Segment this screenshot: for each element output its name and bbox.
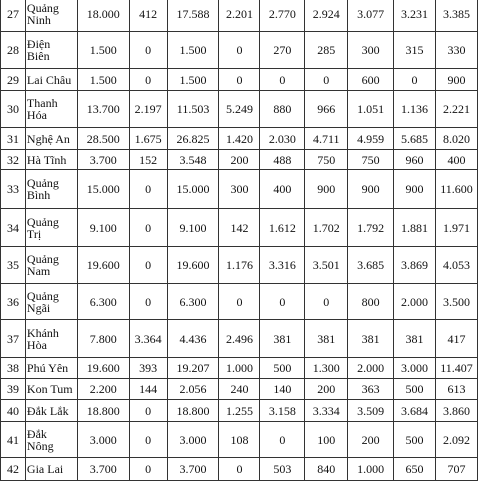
value-cell: 3.500 xyxy=(435,284,477,320)
value-cell: 285 xyxy=(305,32,348,69)
value-cell: 900 xyxy=(348,170,394,209)
value-cell: 0 xyxy=(129,69,167,91)
value-cell: 28.500 xyxy=(77,128,129,150)
value-cell: 750 xyxy=(348,150,394,170)
value-cell: 3.685 xyxy=(348,247,394,284)
row-number-cell: 32 xyxy=(1,150,26,170)
value-cell: 3.869 xyxy=(394,247,436,284)
province-name-line: Ninh xyxy=(26,13,51,27)
value-cell: 2.200 xyxy=(77,379,129,400)
province-name-line: Nam xyxy=(26,264,51,278)
value-cell: 363 xyxy=(348,379,394,400)
value-cell: 0 xyxy=(305,284,348,320)
row-number-cell: 40 xyxy=(1,400,26,422)
value-cell: 750 xyxy=(305,150,348,170)
row-number-cell: 37 xyxy=(1,320,26,358)
table-row xyxy=(1,69,478,91)
value-cell: 140 xyxy=(260,379,305,400)
value-cell: 3.364 xyxy=(129,320,167,358)
value-cell: 1.051 xyxy=(348,91,394,128)
value-cell: 2.496 xyxy=(219,320,260,358)
value-cell: 200 xyxy=(219,150,260,170)
row-number-cell: 30 xyxy=(1,91,26,128)
value-cell: 3.501 xyxy=(305,247,348,284)
value-cell: 9.100 xyxy=(77,209,129,247)
value-cell: 2.030 xyxy=(260,128,305,150)
province-name-line: Quảng xyxy=(26,176,59,190)
value-cell: 0 xyxy=(219,32,260,69)
value-cell: 381 xyxy=(394,320,436,358)
value-cell: 3.700 xyxy=(167,458,219,481)
value-cell: 11.600 xyxy=(435,170,477,209)
value-cell: 2.924 xyxy=(305,0,348,32)
row-number-cell: 29 xyxy=(1,69,26,91)
value-cell: 4.959 xyxy=(348,128,394,150)
province-name-line: Biên xyxy=(26,49,50,63)
value-cell: 2.000 xyxy=(348,358,394,379)
province-name-line: Bình xyxy=(26,188,51,202)
value-cell: 381 xyxy=(305,320,348,358)
table-row xyxy=(1,284,478,320)
value-cell: 3.548 xyxy=(167,150,219,170)
value-cell: 613 xyxy=(435,379,477,400)
value-cell: 3.334 xyxy=(305,400,348,422)
value-cell: 142 xyxy=(219,209,260,247)
value-cell: 2.221 xyxy=(435,91,477,128)
table-row xyxy=(1,209,478,247)
value-cell: 3.385 xyxy=(435,0,477,32)
value-cell: 0 xyxy=(394,69,436,91)
value-cell: 6.300 xyxy=(77,284,129,320)
value-cell: 0 xyxy=(129,284,167,320)
value-cell: 100 xyxy=(305,422,348,458)
value-cell: 1.500 xyxy=(77,32,129,69)
province-name-cell xyxy=(25,128,77,150)
value-cell: 381 xyxy=(260,320,305,358)
value-cell: 2.000 xyxy=(394,284,436,320)
value-cell: 3.316 xyxy=(260,247,305,284)
province-name-cell xyxy=(25,458,77,481)
value-cell: 330 xyxy=(435,32,477,69)
value-cell: 200 xyxy=(305,379,348,400)
value-cell: 400 xyxy=(260,170,305,209)
value-cell: 900 xyxy=(305,170,348,209)
table-row xyxy=(1,422,478,458)
value-cell: 4.053 xyxy=(435,247,477,284)
value-cell: 503 xyxy=(260,458,305,481)
value-cell: 1.612 xyxy=(260,209,305,247)
value-cell: 400 xyxy=(435,150,477,170)
value-cell: 0 xyxy=(260,422,305,458)
province-name-line: Hà Tĩnh xyxy=(26,152,67,167)
value-cell: 1.255 xyxy=(219,400,260,422)
value-cell: 7.800 xyxy=(77,320,129,358)
row-number-cell: 34 xyxy=(1,209,26,247)
value-cell: 960 xyxy=(394,150,436,170)
value-cell: 15.000 xyxy=(167,170,219,209)
row-number-cell: 38 xyxy=(1,358,26,379)
province-name-cell xyxy=(25,170,77,209)
value-cell: 1.500 xyxy=(77,69,129,91)
province-name-line: Thanh xyxy=(26,96,58,110)
value-cell: 13.700 xyxy=(77,91,129,128)
province-name-line: Quảng xyxy=(26,252,59,266)
value-cell: 3.158 xyxy=(260,400,305,422)
value-cell: 3.000 xyxy=(394,358,436,379)
value-cell: 600 xyxy=(348,69,394,91)
value-cell: 144 xyxy=(129,379,167,400)
value-cell: 1.000 xyxy=(219,358,260,379)
value-cell: 0 xyxy=(305,69,348,91)
value-cell: 2.770 xyxy=(260,0,305,32)
province-name-line: Đắk Lắk xyxy=(26,403,69,418)
row-number-cell: 31 xyxy=(1,128,26,150)
value-cell: 650 xyxy=(394,458,436,481)
value-cell: 3.231 xyxy=(394,0,436,32)
value-cell: 0 xyxy=(129,170,167,209)
province-name-line: Phú Yên xyxy=(26,361,69,375)
province-name-line: Đắk xyxy=(26,426,47,441)
value-cell: 1.000 xyxy=(348,458,394,481)
province-name-line: Gia Lai xyxy=(26,462,64,476)
row-number-cell: 28 xyxy=(1,32,26,69)
province-name-cell xyxy=(25,320,77,358)
value-cell: 393 xyxy=(129,358,167,379)
province-name-line: Quảng xyxy=(26,288,59,303)
value-cell: 2.197 xyxy=(129,91,167,128)
value-cell: 1.500 xyxy=(167,69,219,91)
value-cell: 880 xyxy=(260,91,305,128)
row-number-cell: 33 xyxy=(1,170,26,209)
value-cell: 240 xyxy=(219,379,260,400)
value-cell: 1.675 xyxy=(129,128,167,150)
table-row xyxy=(1,320,478,358)
province-name-line: Hòa xyxy=(26,337,47,352)
value-cell: 840 xyxy=(305,458,348,481)
value-cell: 11.407 xyxy=(435,358,477,379)
value-cell: 0 xyxy=(129,209,167,247)
value-cell: 19.600 xyxy=(77,358,129,379)
table-body xyxy=(1,0,478,481)
value-cell: 1.792 xyxy=(348,209,394,247)
value-cell: 300 xyxy=(348,32,394,69)
row-number-cell: 35 xyxy=(1,247,26,284)
province-name-cell xyxy=(25,209,77,247)
value-cell: 18.000 xyxy=(77,0,129,32)
table-row xyxy=(1,128,478,150)
province-name-cell xyxy=(25,247,77,284)
value-cell: 3.000 xyxy=(167,422,219,458)
province-name-cell xyxy=(25,358,77,379)
value-cell: 3.700 xyxy=(77,458,129,481)
value-cell: 26.825 xyxy=(167,128,219,150)
value-cell: 5.685 xyxy=(394,128,436,150)
value-cell: 707 xyxy=(435,458,477,481)
value-cell: 4.711 xyxy=(305,128,348,150)
value-cell: 3.077 xyxy=(348,0,394,32)
value-cell: 108 xyxy=(219,422,260,458)
province-name-cell xyxy=(25,379,77,400)
value-cell: 3.000 xyxy=(77,422,129,458)
table-row xyxy=(1,91,478,128)
value-cell: 1.300 xyxy=(305,358,348,379)
value-cell: 15.000 xyxy=(77,170,129,209)
table-row xyxy=(1,170,478,209)
value-cell: 18.800 xyxy=(77,400,129,422)
value-cell: 1.500 xyxy=(167,32,219,69)
value-cell: 0 xyxy=(129,458,167,481)
value-cell: 1.881 xyxy=(394,209,436,247)
table-row xyxy=(1,458,478,481)
value-cell: 1.136 xyxy=(394,91,436,128)
value-cell: 2.201 xyxy=(219,0,260,32)
value-cell: 800 xyxy=(348,284,394,320)
value-cell: 2.092 xyxy=(435,422,477,458)
value-cell: 2.056 xyxy=(167,379,219,400)
table-row xyxy=(1,150,478,170)
province-name-line: Điện xyxy=(26,37,51,51)
province-name-cell xyxy=(25,284,77,320)
value-cell: 381 xyxy=(348,320,394,358)
row-number-cell: 36 xyxy=(1,284,26,320)
value-cell: 3.509 xyxy=(348,400,394,422)
value-cell: 0 xyxy=(260,284,305,320)
province-name-line: Trị xyxy=(26,226,42,241)
value-cell: 3.860 xyxy=(435,400,477,422)
value-cell: 3.700 xyxy=(77,150,129,170)
value-cell: 152 xyxy=(129,150,167,170)
value-cell: 900 xyxy=(435,69,477,91)
value-cell: 19.600 xyxy=(77,247,129,284)
province-name-line: Ngãi xyxy=(26,300,51,315)
value-cell: 11.503 xyxy=(167,91,219,128)
value-cell: 19.600 xyxy=(167,247,219,284)
table-row xyxy=(1,400,478,422)
province-name-line: Kon Tum xyxy=(26,382,73,396)
value-cell: 966 xyxy=(305,91,348,128)
value-cell: 200 xyxy=(348,422,394,458)
table-row xyxy=(1,0,478,32)
value-cell: 500 xyxy=(394,379,436,400)
value-cell: 270 xyxy=(260,32,305,69)
value-cell: 300 xyxy=(219,170,260,209)
value-cell: 0 xyxy=(129,422,167,458)
province-name-cell xyxy=(25,32,77,69)
province-name-line: Nông xyxy=(26,438,54,453)
value-cell: 17.588 xyxy=(167,0,219,32)
value-cell: 488 xyxy=(260,150,305,170)
value-cell: 1.176 xyxy=(219,247,260,284)
province-name-line: Hóa xyxy=(26,108,47,122)
row-number-cell: 27 xyxy=(1,0,26,32)
value-cell: 4.436 xyxy=(167,320,219,358)
value-cell: 900 xyxy=(394,170,436,209)
value-cell: 412 xyxy=(129,0,167,32)
province-name-cell xyxy=(25,150,77,170)
value-cell: 0 xyxy=(129,32,167,69)
value-cell: 417 xyxy=(435,320,477,358)
row-number-cell: 41 xyxy=(1,422,26,458)
province-name-line: Quảng xyxy=(26,214,59,229)
table-row xyxy=(1,379,478,400)
row-number-cell: 39 xyxy=(1,379,26,400)
value-cell: 0 xyxy=(129,400,167,422)
value-cell: 500 xyxy=(260,358,305,379)
row-number-cell: 42 xyxy=(1,458,26,481)
province-name-line: Lai Châu xyxy=(26,72,72,87)
province-name-cell xyxy=(25,422,77,458)
value-cell: 3.684 xyxy=(394,400,436,422)
table-row xyxy=(1,32,478,69)
province-name-cell xyxy=(25,400,77,422)
province-name-cell xyxy=(25,69,77,91)
value-cell: 9.100 xyxy=(167,209,219,247)
province-name-cell xyxy=(25,0,77,32)
value-cell: 1.702 xyxy=(305,209,348,247)
table-row xyxy=(1,358,478,379)
value-cell: 315 xyxy=(394,32,436,69)
value-cell: 18.800 xyxy=(167,400,219,422)
value-cell: 0 xyxy=(219,458,260,481)
value-cell: 0 xyxy=(260,69,305,91)
value-cell: 1.420 xyxy=(219,128,260,150)
value-cell: 0 xyxy=(219,69,260,91)
value-cell: 5.249 xyxy=(219,91,260,128)
value-cell: 0 xyxy=(129,247,167,284)
value-cell: 1.971 xyxy=(435,209,477,247)
value-cell: 6.300 xyxy=(167,284,219,320)
value-cell: 0 xyxy=(219,284,260,320)
province-name-line: Khánh xyxy=(26,325,59,340)
province-name-line: Quảng xyxy=(26,1,59,15)
province-name-line: Nghệ An xyxy=(26,131,70,146)
table-row xyxy=(1,247,478,284)
value-cell: 8.020 xyxy=(435,128,477,150)
province-name-cell xyxy=(25,91,77,128)
value-cell: 19.207 xyxy=(167,358,219,379)
value-cell: 500 xyxy=(394,422,436,458)
